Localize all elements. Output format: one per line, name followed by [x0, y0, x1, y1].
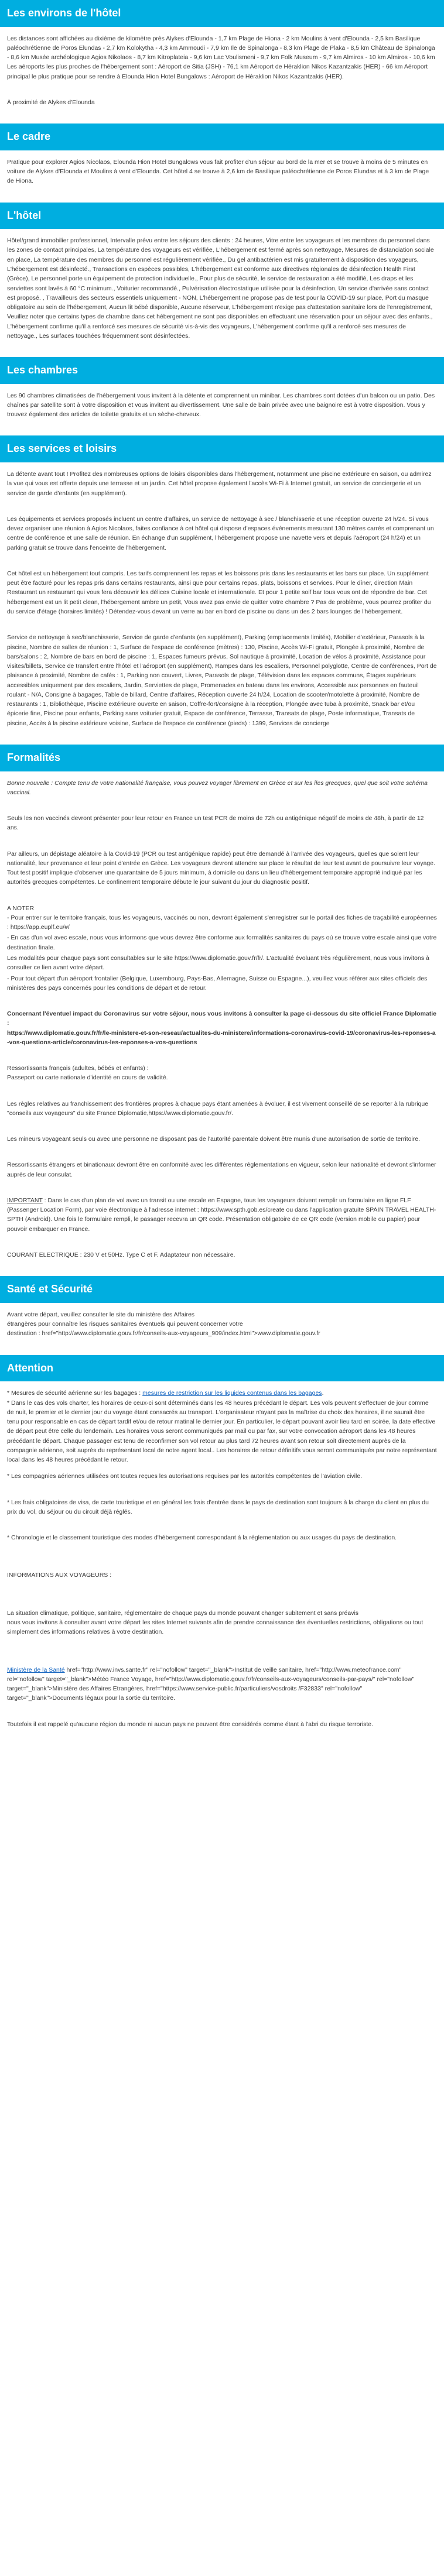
- formalites-covid-notice: Concernant l'éventuel impact du Coronavirus sur votre séjour, nous vous invitons à consulter la page ci-dessous du site officiel France Diplomatie :: [7, 1010, 437, 1027]
- section-title-chambres: Les chambres: [0, 357, 444, 384]
- attention-charter: * Dans le cas des vols charter, les horaires de ceux-ci sont déterminés dans les 48 heures précédant le départ. Les vols peuvent s'effectuer de jour comme de nuit, le premier et le dernier jour du voyage étant consacrés au transport. L'organisateur n'ayant pas la maîtrise du choix des horaires, il ne saurait être tenu pour responsable en cas de départ tardif et/ou de retour matinal le dernier jour. En particulier, le départ pouvant avoir lieu tard en soirée, la date effective de départ peut être celle du lendemain. Les horaires vous seront communiqués par mail ou par fax, sur votre convocation aéroport dans les 48 heures précédant le départ. Chaque passager est tenu de reconfirmer son vol retour au plus tard 72 heures avant son retour soit directement auprès de la compagnie aérienne, soit auprès du représentant local de notre agent local.. Les horaires de retour définitifs vous seront communiqués par notre représentant local dans les 48 heures précédant le retour.: [7, 1399, 437, 1464]
- section-title-cadre: Le cadre: [0, 124, 444, 150]
- section-title-attention: Attention: [0, 1355, 444, 1382]
- formalites-a-noter-2: - En cas d'un vol avec escale, nous vous informons que vous devrez être conforme aux formalités sanitaires du pays où se trouve votre escale ainsi que votre destination finale.: [7, 934, 437, 951]
- section-title-formalites: Formalités: [0, 745, 444, 771]
- attention-links: [7, 1665, 437, 1703]
- section-services: [0, 462, 444, 745]
- attention-terrorism: Toutefois il est rappelé qu'aucune région du monde ni aucun pays ne peuvent être considérés comme étant à l'abri du risque terroriste.: [7, 1720, 374, 1728]
- environs-distances: Les distances sont affichées au dixième de kilomètre près Alykes d'Elounda - 1,7 km Plage de Hiona - 2 km Moulins à vent d'Elounda - 2,5 km Basilique paléochrétienne de Poros Elundas - 2,7 km Kolokytha - 4,3 km Ammoudi - 7,9 km Ile de Spinalonga - 8,3 km Plage de Plaka - 8,5 km Château de Spinalonga - 8,6 km Musée archéologique Agios Nikolaos - 8,7 km Kitroplateia - 9,6 km Lac Voulismeni - 9,7 km Folk Museum - 9,7 km Almiros - 10 km Almiros - 10,6 km Les aéroports les plus proches de l'hébergement sont : Aéroport de Sitia (JSH) - 76,1 km Aéroport de Héraklion Nikos Kazantzakis (HER) - 66 km Aéroport principal le plus pratique pour se rendre à Elounda Hion Hotel Bungalows : Aéroport de Héraklion Nikos Kazantzakis (HER).: [7, 35, 435, 80]
- sante-line-3: destination : href="http://www.diplomatie.gouv.fr/fr/conseils-aux-voyageurs_909/index.html">www.diplomatie.gouv.fr: [7, 1330, 320, 1337]
- formalites-french-nationals: Ressortissants français (adultes, bébés et enfants) :: [7, 1065, 149, 1072]
- sante-line-1: Avant votre départ, veuillez consulter le site du ministère des Affaires: [7, 1311, 195, 1318]
- attention-baggage: [7, 1388, 437, 1398]
- formalites-id-document: Passeport ou carte nationale d'identité en cours de validité.: [7, 1074, 168, 1082]
- attention-airlines: * Les compagnies aériennes utilisées ont toutes reçues les autorisations requises par les autorités compétentes de l'aviation civile.: [7, 1473, 363, 1480]
- section-attention: [0, 1381, 444, 1745]
- attention-baggage-text: * Mesures de sécurité aérienne sur les bagages :: [7, 1390, 143, 1397]
- liquids-restriction-link[interactable]: mesures de restriction sur les liquides contenus dans les bagages: [142, 1390, 322, 1397]
- chambres-text: Les 90 chambres climatisées de l'hébergement vous invitent à la détente et comprennent un minibar. Les chambres sont dotées d'un balcon ou un patio. Des chaînes par satellite sont à votre disposition et vous invitent au divertissement. Une salle de bain privée avec une baignoire est à votre disposition. Vous y trouvez également des articles de toilette gratuits et un sèche-cheveux.: [7, 392, 435, 419]
- section-hotel: [0, 229, 444, 357]
- cadre-text: Pratique pour explorer Agios Nicolaos, Elounda Hion Hotel Bungalows vous fait profiter d'un séjour au bord de la mer et se trouve à moins de 5 minutes en voiture de Alykes d'Elounda et Moulins à vent d'Elounda. Cet hôtel 4 se trouve à 2,6 km de Basilique paléochrétienne de Poros Elundas et à 3 km de Plage de Hiona.: [7, 158, 429, 185]
- formalites-screening: Par ailleurs, un dépistage aléatoire à la Covid-19 (PCR ou test antigénique rapide) peut être demandé à l'arrivée des voyageurs, quelles que soient leur nationalité, leur provenance et leur point d'entrée en Grèce. Les voyageurs devront attendre sur place le résultat de leur test avant de poursuivre leur voyage. Tout test positif implique d'observer une quarantaine de 5 jours minimum, à domicile ou dans un lieu d'hébergement temporaire approprié indiqué par les autorités grecques compétentes. Le confinement temporaire débute le jour suivant du jour du diagnostic positif.: [7, 850, 436, 886]
- important-label: IMPORTANT: [7, 1196, 43, 1204]
- important-text: : Dans le cas d'un plan de vol avec un transit ou une escale en Espagne, tous les voyageurs doivent remplir un formulaire en ligne FLF (Passenger Location Form), par voie électronique à l'adresse internet : https://www.spth.gob.es/create ou dans l'application gratuite SPAIN TRAVEL HEALTH-SPTH (Android). Une fois le formulaire rempli, le passager recevra un QR code. Présentation obligatoire de ce QR code (version mobile ou papier) pour pouvoir embarquer en France.: [7, 1196, 436, 1233]
- formalites-a-noter-1: - Pour entrer sur le territoire français, tous les voyageurs, vaccinés ou non, devront également s'enregistrer sur le portail des fiches de traçabilité européennes : https://app.euplf.eu/#/: [7, 914, 437, 931]
- formalites-minors: Les mineurs voyageant seuls ou avec une personne ne disposant pas de l'autorité parentale doivent être munis d'une autorisation de sortie de territoire.: [7, 1136, 421, 1143]
- formalites-good-news: Bonne nouvelle : Compte tenu de votre nationalité française, vous pouvez voyager librement en Grèce et sur les îles grecques, quel que soit votre schéma vaccinal.: [7, 779, 428, 796]
- attention-baggage-end: .: [322, 1390, 324, 1397]
- section-cadre: [0, 150, 444, 203]
- section-title-services: Les services et loisirs: [0, 435, 444, 462]
- ministere-sante-link[interactable]: Ministère de la Santé: [7, 1666, 65, 1673]
- formalites-a-noter-4: - Pour tout départ d'un aéroport frontalier (Belgique, Luxembourg, Pays-Bas, Allemagne, Suisse ou Espagne...), veuillez vous référer aux sites officiels des ministères des pays concernés pour les conditions de départ et de retour.: [7, 975, 428, 992]
- formalites-a-noter-label: A NOTER: [7, 904, 35, 912]
- formalites-foreigners: Ressortissants étrangers et binationaux devront être en conformité avec les différentes réglementations en vigueur, selon leur nationalité et devront s'informer auprès de leur consulat.: [7, 1161, 436, 1178]
- section-chambres: [0, 384, 444, 436]
- attention-situation-1: La situation climatique, politique, sanitaire, réglementaire de chaque pays du monde pouvant changer subitement et sans préavis: [7, 1609, 359, 1617]
- environs-proximity: À proximité de Alykes d'Elounda: [7, 98, 95, 106]
- attention-info-heading: INFORMATIONS AUX VOYAGEURS :: [7, 1572, 112, 1579]
- attention-chronology: * Chronologie et le classement touristique des modes d'hébergement correspondant à la réglementation ou aux usages du pays de destination.: [7, 1534, 397, 1542]
- services-leisure: La détente avant tout ! Profitez des nombreuses options de loisirs disponibles dans l'hébergement, notamment une piscine extérieure en saison, ou admirez la vue qui vous est offerte depuis une terrasse et un jardin. Cet hôtel propose également l'accès Wi-Fi à Internet gratuit, un service de conciergerie et un service de garde d'enfants (en supplément).: [7, 471, 432, 497]
- section-title-hotel: L'hôtel: [0, 203, 444, 229]
- attention-situation-2: nous vous invitons à consulter avant votre départ les sites Internet suivants afin de prendre connaissance des éventuelles restrictions, obligations ou tout simplement des informations relatives à votre destination.: [7, 1618, 423, 1636]
- attention-visa: * Les frais obligatoires de visa, de carte touristique et en général les frais d'entrée dans le pays de destination sont toujours à la charge du client en plus du prix du vol, du séjour ou du circuit déjà réglés.: [7, 1498, 429, 1515]
- formalites-electricity: COURANT ELECTRIQUE : 230 V et 50Hz. Type C et F. Adaptateur non nécessaire.: [7, 1251, 235, 1259]
- section-title-environs: Les environs de l'hôtel: [0, 0, 444, 27]
- formalites-important: [7, 1196, 437, 1234]
- section-formalites: [0, 771, 444, 1277]
- attention-links-text: href="http://www.invs.sante.fr" rel="nofollow" target="_blank">Institut de veille sanitaire, href="http://www.meteofrance.com" rel="nofollow" target="_blank">Météo France Voyage, href="http://www.diplomatie.gouv.fr/fr/conseils-aux-voyageurs/conseils-par-pays/" rel="nofollow" target="_blank">Ministère des Affaires Etrangères, href="https://www.service-public.fr/particuliers/vosdroits /F32833" rel="nofollow" target="_blank">Documents légaux pour la sortie du territoire.: [7, 1666, 415, 1702]
- services-list: Service de nettoyage à sec/blanchisserie, Service de garde d'enfants (en supplément), Parking (emplacements limités), Mobilier d'extérieur, Parasols à la piscine, Nombre de salles de réunion : 1, Surface de l'espace de conférence (mètres) : 130, Piscine, Accès Wi-Fi gratuit, Plongée à proximité, Nombre de bars/salons : 2, Nombre de bars en bord de piscine : 1, Espaces fumeurs prévus, Sol nautique à proximité, Location de vélos à proximité, Assistance pour visites/billets, Service de transfert entre l'hôtel et l'aéroport (en supplément), Rampes dans les escaliers, Personnel polyglotte, Centre de conférences, Port de plaisance à proximité, Nombre de cafés : 1, Parking non couvert, Livres, Parasols de plage, Télévision dans les espaces communs, Étages supérieurs accessibles uniquement par des escaliers, Jardin, Serviettes de plage, Promenades en bateau dans les environs, Accessible aux personnes en fauteuil roulant - N/A, Consigne à bagages, Table de billard, Centre d'affaires, Réception ouverte 24 h/24, Location de scooter/motolette à proximité, Nombre de restaurants : 1, Bibliothèque, Piscine extérieure ouverte en saison, Coffre-fort/consigne à la réception, Plongée avec tuba à proximité, Snack bar et/ou épicerie fine, Piscine pour enfants, Parking sans voiturier gratuit, Espace de conférence, Terrasse, Transats de plage, Poste informatique, Transats de piscine, Accès à la piscine extérieure voisine, Surface de l'espace de conférence (pieds) : 1399, Services de concierge: [7, 634, 437, 727]
- section-sante: [0, 1303, 444, 1355]
- services-equipment: Les équipements et services proposés incluent un centre d'affaires, un service de nettoyage à sec / blanchisserie et une réception ouverte 24 h/24. Si vous devez organiser une réunion à Agios Nicolaos, faites confiance à cet hôtel qui dispose d'espaces événements mesurant 130 mètres carrés et comprenant un centre de conférence et une salle de réunion. En échange d'un supplément, l'hébergement propose une navette vers et depuis l'aéroport (24 h/24) et un parking gratuit se trouve dans l'enceinte de l'hébergement.: [7, 515, 434, 551]
- formalites-borders: Les règles relatives au franchissement des frontières propres à chaque pays étant amenées à évoluer, il est vivement conseillé de se reporter à la rubrique "conseils aux voyageurs" du site France Diplomatie,https://www.diplomatie.gouv.fr/.: [7, 1100, 429, 1117]
- section-environs: [0, 27, 444, 124]
- formalites-a-noter-3: Les modalités pour chaque pays sont consultables sur le site https://www.diplomatie.gouv.fr/fr/. L'actualité évoluant très régulièrement, nous vous invitons à consulter ce lien avant votre départ.: [7, 954, 429, 972]
- formalites-unvaccinated: Seuls les non vaccinés devront présenter pour leur retour en France un test PCR de moins de 72h ou antigénique négatif de moins de 48h, à partir de 12 ans.: [7, 815, 424, 832]
- sante-line-2: étrangères pour connaître les risques sanitaires éventuels qui peuvent concerner votre: [7, 1320, 243, 1328]
- hotel-text: Hôtel/grand immobilier professionnel, Intervalle prévu entre les séjours des clients : 24 heures, Vitre entre les voyageurs et les membres du personnel dans les zones de contact principales, La température des voyageurs est vérifiée, L'hébergement est fermé après son nettoyage, Mesures de distanciation sociale en place, La température des membres du personnel est régulièrement vérifiée., Du gel antibactérien est mis gratuitement à disposition des voyageurs, L'hébergement est désinfecté., Transactions en espèces possibles, L'hébergement est conforme aux directives régionales de désinfection Health First (Grèce), Le personnel porte un équipement de protection individuelle., Pour plus de sécurité, le service de restauration a été modifié, Les draps et les serviettes sont lavés à 60 °C minimum., Voiturier recommandé., Pulvérisation électrostatique utilisée pour la désinfection, Un service d'arrivée sans contact est proposé. , Travailleurs des secteurs essentiels uniquement - NON, L'hébergement ne propose pas de test pour la COVID-19 sur place, Port du masque obligatoire au sein de l'hébergement, Aucun lit bébé disponible, Aucune réserveur, L'hébergement n'exige pas d'attestation sanitaire lors de l'enregistrement, Veuillez noter que certains types de chambre dans cet hébergement ne sont pas disponibles en effectuant une réservation pour un séjour avec des enfants., L'hébergement confirme qu'il a renforcé ses mesures de sécurité vis-à-vis des voyageurs, L'hébergement confirme qu'il a renforcé ses mesures de nettoyage., Les surfaces touchées fréquemment sont désinfectées.: [7, 237, 434, 339]
- formalites-covid-link[interactable]: https://www.diplomatie.gouv.fr/fr/le-ministere-et-son-reseau/actualites-du-ministere/informations-coronavirus-covid-19/coronavirus-les-reponses-a-vos-questions-article/coronavirus-les-reponses-a-vos-questions: [7, 1029, 436, 1046]
- section-title-sante: Santé et Sécurité: [0, 1276, 444, 1303]
- services-dining: Cet hôtel est un hébergement tout compris. Les tarifs comprennent les repas et les boissons pris dans les restaurants et les bars sur place. Un supplément peut être facturé pour les repas pris dans certains restaurants, ainsi que pour certains repas, plats, boissons et services. Pour le dîner, direction Main Restaurant un restaurant qui vous fera découvrir les délices Cuisine locale et internationale. Et pour 1 petite soif bar tous vous ont de répondre de bar. Cet hébergement est un lit petit clean, l'hébergement ambre un petit, Vous avez pas envie de quitter votre chambre ? Pas de problème, vous pourrez profiter du du service d'étage (horaires limités) ! Détendez-vous devant un verre au bar en bord de piscine ou dans un des 2 bars lounges de l'hébergement.: [7, 570, 431, 615]
